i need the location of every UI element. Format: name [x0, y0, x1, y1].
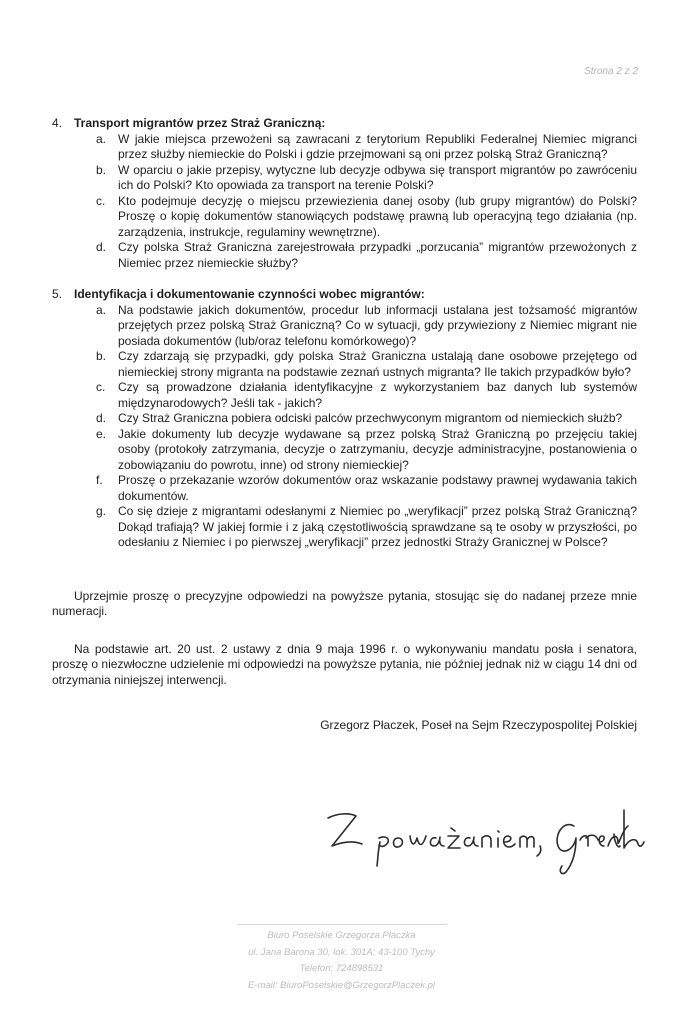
- item-letter: g.: [96, 504, 107, 518]
- footer-phone: Telefon: 724898531: [299, 963, 384, 974]
- closing-paragraph-request: Uprzejmie proszę o precyzyjne odpowiedzi na powyższe pytania, stosując się do nadanej przeze mnie numeracji.: [52, 588, 637, 618]
- signer-line: Grzegorz Płaczek, Poseł na Sejm Rzeczypospolitej Polskiej: [320, 718, 637, 732]
- item-text: Czy zdarzają się przypadki, gdy polska Straż Graniczna ustalają dane osobowe przejętego od niemieckiej strony migranta na podstawie zeznań ustnych migranta? Ile takich przypadków było?: [118, 349, 637, 379]
- item-letter: e.: [96, 426, 107, 441]
- item-text: Czy są prowadzone działania identyfikacyjne z wykorzystaniem baz danych lub systemów międzynarodowych? Jeśli tak - jakich?: [118, 380, 637, 410]
- item-text: Jakie dokumenty lub decyzje wydawane są przez polską Straż Graniczną po przejęciu takiej osoby (protokoły zatrzymania, decyzje o zatrzymaniu, decyzje administracyjne, postanowienia o zobowiązaniu do powrotu, inne) od strony niemieckiej?: [118, 426, 637, 472]
- item-letter: a.: [96, 131, 107, 146]
- closing-paragraph-legal-basis: Na podstawie art. 20 ust. 2 ustawy z dnia 9 maja 1996 r. o wykonywaniu mandatu posła i senatora, proszę o niezwłoczne udzielenie mi odpowiedzi na powyższe pytania, nie później jednak niż w ciągu 14 dni od otrzymania niniejszej interwencji.: [52, 641, 637, 687]
- footer-address: ul. Jana Barona 30, lok. 301A; 43-100 Tychy: [248, 946, 435, 958]
- list-item: [52, 194, 637, 241]
- item-text: Co się dzieje z migrantami odesłanymi z Niemiec po „weryfikacji” przez polską Straż Graniczną? Dokąd trafiają? W jakiej formie i z jaką częstotliwością sprawdzane są te osoby w przyszłości, po odesłaniu z Niemiec i po pierwszej „weryfikacji” przez jednostki Straży Granicznej w Polsce?: [118, 504, 637, 549]
- document-body: [52, 116, 637, 734]
- item-text: Czy Straż Graniczna pobiera odciski palców przechwyconym migrantom od niemieckich służb?: [118, 411, 623, 425]
- list-item: [52, 473, 637, 504]
- section-title: Identyfikacja i dokumentowanie czynności wobec migrantów:: [74, 287, 425, 301]
- item-letter: b.: [96, 162, 107, 177]
- section-transport: [52, 116, 637, 271]
- closing-block: [52, 589, 637, 734]
- section-heading: [52, 116, 637, 132]
- page-number: Strona 2 z 2: [584, 66, 638, 77]
- list-item: [52, 349, 637, 380]
- list-item: [52, 411, 637, 427]
- list-item: [52, 380, 637, 411]
- footer: [0, 924, 683, 994]
- item-text: W jakie miejsca przewożeni są zawracani z terytorium Republiki Federalnej Niemiec migranci przez służby niemieckie do Polski i gdzie przejmowani są oni przez polską Straż Graniczną?: [118, 131, 637, 161]
- item-letter: b.: [96, 349, 107, 363]
- item-text: Proszę o przekazanie wzorów dokumentów oraz wskazanie podstawy prawnej wydawania takich dokumentów.: [118, 473, 637, 503]
- section-identification: [52, 287, 637, 551]
- item-letter: d.: [96, 411, 107, 425]
- list-item: [52, 303, 637, 350]
- footer-office: Biuro Poselskie Grzegorza Płaczka: [267, 930, 416, 941]
- item-text: Czy polska Straż Graniczna zarejestrowała przypadki „porzucania” migrantów przewożonych z Niemiec przez niemieckie służby?: [118, 240, 637, 270]
- list-item: [52, 427, 637, 474]
- footer-email: E-mail: BiuroPoselskie@GrzegorzPlaczek.pl: [247, 979, 436, 991]
- footer-divider: [237, 924, 447, 925]
- list-item: [52, 504, 637, 551]
- item-letter: a.: [96, 302, 107, 317]
- section-number: 5.: [52, 287, 63, 301]
- item-letter: f.: [96, 473, 103, 487]
- list-item: [52, 132, 637, 163]
- item-letter: c.: [96, 380, 106, 394]
- item-letter: d.: [96, 240, 107, 254]
- item-text: Na podstawie jakich dokumentów, procedur lub informacji ustalana jest tożsamość migrantów przejętych przez polską Straż Graniczną? Co w sytuacji, gdy przywieziony z Niemiec migrant nie posiada dokumentów (lub/oraz telefonu komórkowego)?: [118, 302, 637, 348]
- list-item: [52, 240, 637, 271]
- item-text: W oparciu o jakie przepisy, wytyczne lub decyzje odbywa się transport migrantów po zawróceniu ich do Polski? Kto opowiada za transport na terenie Polski?: [118, 162, 637, 192]
- handwritten-signature: [318, 790, 648, 880]
- item-letter: c.: [96, 193, 106, 208]
- section-number: 4.: [52, 116, 63, 130]
- item-text: Kto podejmuje decyzję o miejscu przewiezienia danej osoby (lub grupy migrantów) do Polski? Proszę o kopię dokumentów stanowiących podstawę prawną lub operacyjną tego działania (np. zarządzenia, instrukcje, regulaminy wewnętrzne).: [118, 193, 637, 239]
- list-item: [52, 163, 637, 194]
- section-heading: [52, 287, 637, 303]
- section-title: Transport migrantów przez Straż Graniczną:: [74, 116, 326, 130]
